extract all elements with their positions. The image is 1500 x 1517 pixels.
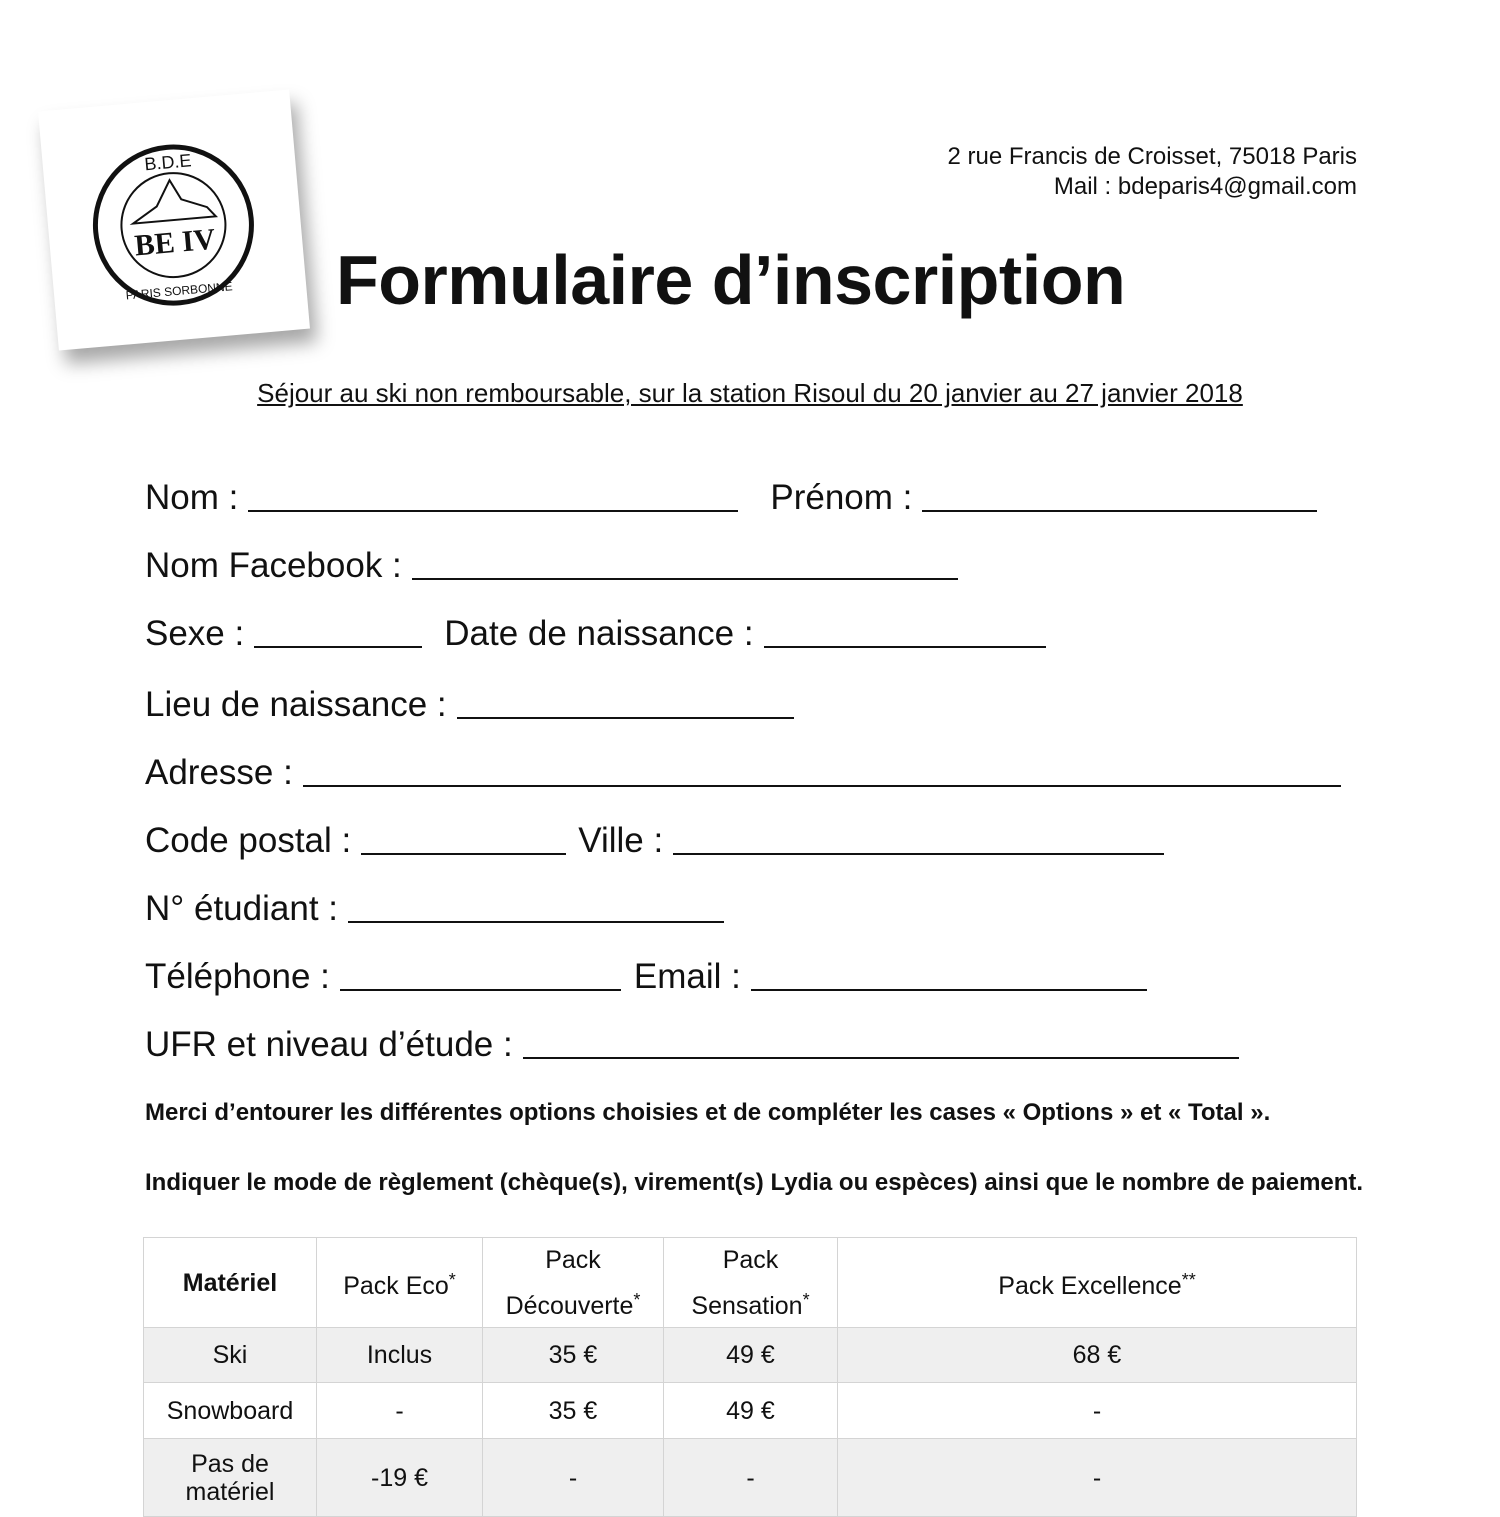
row-lieu	[145, 681, 794, 725]
svg-text:PARIS SORBONNE: PARIS SORBONNE	[125, 279, 234, 303]
blank-facebook	[412, 550, 958, 580]
logo	[38, 89, 310, 350]
label-telephone: Téléphone :	[145, 957, 330, 996]
row-code-postal	[145, 817, 1164, 861]
row-sexe	[145, 610, 1046, 654]
table-header-row	[144, 1238, 1357, 1328]
address: 2 rue Francis de Croisset, 75018 Paris	[947, 143, 1357, 170]
label-lieu-naissance: Lieu de naissance :	[145, 685, 447, 724]
row-telephone	[145, 953, 1147, 997]
row-facebook	[145, 542, 958, 586]
mail: Mail : bdeparis4@gmail.com	[1053, 173, 1357, 200]
table-row: Snowboard - 35 € 49 € -	[144, 1383, 1357, 1439]
header-materiel: Matériel	[144, 1238, 317, 1328]
header-pack-eco: Pack Eco*	[317, 1238, 483, 1328]
label-sexe: Sexe :	[145, 614, 245, 653]
header-pack-decouverte: Pack Découverte*	[483, 1238, 664, 1328]
blank-adresse	[303, 757, 1341, 787]
blank-email	[751, 961, 1147, 991]
label-adresse: Adresse :	[145, 753, 293, 792]
blank-etudiant	[348, 893, 724, 923]
label-prenom: Prénom :	[770, 478, 913, 517]
label-etudiant: N° étudiant :	[145, 889, 338, 928]
blank-telephone	[340, 961, 621, 991]
label-ufr: UFR et niveau d’étude :	[145, 1025, 513, 1064]
label-nom: Nom :	[145, 478, 239, 517]
label-facebook: Nom Facebook :	[145, 546, 402, 585]
instruction-1: Merci d’entourer les différentes options choisies et de compléter les cases « Options » et « Total ».	[145, 1099, 1271, 1126]
page-title: Formulaire d’inscription	[336, 241, 1126, 319]
row-nom	[145, 474, 1317, 518]
blank-lieu-naissance	[457, 689, 794, 719]
label-code-postal: Code postal :	[145, 821, 352, 860]
instruction-2: Indiquer le mode de règlement (chèque(s), virement(s) Lydia ou espèces) ainsi que le nombre de paiement.	[145, 1169, 1364, 1196]
header-pack-sensation: Pack Sensation*	[664, 1238, 838, 1328]
table-row: Pas de matériel -19 € - - -	[144, 1439, 1357, 1517]
blank-ufr	[523, 1029, 1239, 1059]
bde-logo-seal	[81, 133, 265, 317]
label-email: Email :	[633, 957, 741, 996]
svg-text:B.D.E: B.D.E	[143, 150, 193, 175]
label-date-naissance: Date de naissance :	[444, 614, 754, 653]
pricing-table	[143, 1237, 1357, 1517]
blank-code-postal	[361, 825, 566, 855]
table-row: Ski Inclus 35 € 49 € 68 €	[144, 1328, 1357, 1383]
subtitle: Séjour au ski non remboursable, sur la station Risoul du 20 janvier au 27 janvier 2018	[257, 378, 1243, 408]
blank-ville	[673, 825, 1164, 855]
blank-date-naissance	[764, 618, 1046, 648]
svg-text:BE IV: BE IV	[133, 222, 217, 263]
header-pack-excellence: Pack Excellence**	[838, 1238, 1357, 1328]
row-ufr	[145, 1021, 1239, 1065]
blank-sexe	[254, 618, 422, 648]
blank-prenom	[922, 482, 1317, 512]
label-ville: Ville :	[578, 821, 664, 860]
row-etudiant	[145, 885, 724, 929]
row-adresse	[145, 749, 1341, 793]
blank-nom	[248, 482, 738, 512]
